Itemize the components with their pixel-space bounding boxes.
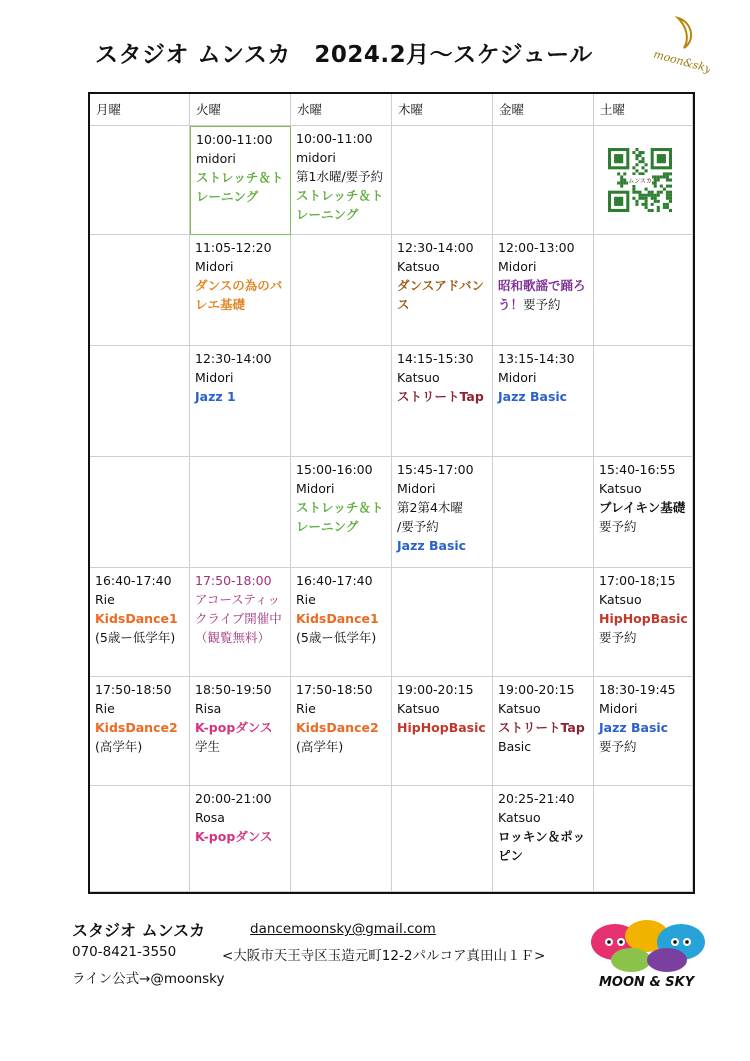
slot-saturday-1 xyxy=(594,126,693,235)
day-header-friday: 金曜 xyxy=(493,94,594,126)
slot-text: Rie xyxy=(95,701,115,716)
slot-tuesday-1 xyxy=(190,126,291,235)
logo-text: moon&sky xyxy=(652,47,710,76)
class-name: K-popダンス xyxy=(195,829,273,844)
slot-friday-6 xyxy=(493,677,594,786)
class-name: HipHopBasic xyxy=(599,611,688,626)
slot-text: Katsuo xyxy=(397,259,440,274)
slot-text: Rie xyxy=(296,592,316,607)
slot-saturday-2 xyxy=(594,235,693,346)
slot-text: 第1水曜/要予約 xyxy=(296,169,384,184)
class-name: 昭和歌謡で踊ろう！要予約 xyxy=(498,278,586,312)
slot-text: (5歳ー低学年) xyxy=(296,630,377,645)
time-range: 19:00-20:15 xyxy=(498,682,575,697)
slot-text: Katsuo xyxy=(397,701,440,716)
slot-tuesday-7 xyxy=(190,786,291,892)
slot-text: アコースティックライブ開催中 xyxy=(195,592,282,626)
slot-text: Midori xyxy=(195,370,234,385)
slot-text: Katsuo xyxy=(498,701,541,716)
slot-wednesday-2 xyxy=(291,235,392,346)
time-range: 16:40-17:40 xyxy=(95,573,172,588)
slot-saturday-5 xyxy=(594,568,693,677)
class-name: ストレッチ＆トレーニング xyxy=(196,170,284,204)
slot-text: Katsuo xyxy=(599,592,642,607)
slot-saturday-6 xyxy=(594,677,693,786)
time-range: 12:30-14:00 xyxy=(397,240,474,255)
class-name: ストレッチ＆トレーニング xyxy=(296,500,384,534)
slot-tuesday-4 xyxy=(190,457,291,568)
slot-wednesday-5 xyxy=(291,568,392,677)
time-range: 15:45-17:00 xyxy=(397,462,474,477)
slot-text: 要予約 xyxy=(599,519,637,534)
slot-monday-5 xyxy=(90,568,190,677)
class-name: ストリートTap xyxy=(397,389,484,404)
slot-friday-4 xyxy=(493,457,594,568)
slot-text: (5歳ー低学年) xyxy=(95,630,176,645)
slot-friday-3 xyxy=(493,346,594,457)
slot-friday-7 xyxy=(493,786,594,892)
slot-text: 要予約 xyxy=(599,739,637,754)
slot-monday-4 xyxy=(90,457,190,568)
time-range: 17:50-18:00 xyxy=(195,573,272,588)
time-range: 17:50-18:50 xyxy=(95,682,172,697)
time-range: 13:15-14:30 xyxy=(498,351,575,366)
slot-text: Rie xyxy=(296,701,316,716)
slot-text: Katsuo xyxy=(498,810,541,825)
slot-tuesday-6 xyxy=(190,677,291,786)
class-name: ダンスアドバンス xyxy=(397,278,485,312)
slot-text: 要予約 xyxy=(599,630,637,645)
address: <大阪市天王寺区玉造元町12-2パルコア真田山１Ｆ> xyxy=(222,948,546,964)
time-range: 12:30-14:00 xyxy=(195,351,272,366)
line-account: ライン公式→@moonsky xyxy=(72,971,225,987)
slot-friday-5 xyxy=(493,568,594,677)
day-header-wednesday: 水曜 xyxy=(291,94,392,126)
qr-code-icon[interactable] xyxy=(608,148,672,212)
day-header-monday: 月曜 xyxy=(90,94,190,126)
class-name: Jazz Basic xyxy=(397,538,467,553)
class-name: Jazz 1 xyxy=(195,389,236,404)
slot-text: 学生 xyxy=(195,739,221,754)
slot-text: （観覧無料） xyxy=(195,630,271,645)
class-name: KidsDance1 xyxy=(296,611,379,626)
class-name: Jazz Basic xyxy=(599,720,669,735)
slot-saturday-7 xyxy=(594,786,693,892)
moon-sky-logo xyxy=(585,912,715,992)
slot-thursday-4 xyxy=(392,457,493,568)
time-range: 17:50-18:50 xyxy=(296,682,373,697)
slot-monday-7 xyxy=(90,786,190,892)
slot-tuesday-5 xyxy=(190,568,291,677)
time-range: 14:15-15:30 xyxy=(397,351,474,366)
slot-text: Midori xyxy=(498,370,537,385)
day-header-saturday: 土曜 xyxy=(594,94,693,126)
slot-text: Midori xyxy=(195,259,234,274)
qr-label: ムンスカ xyxy=(628,178,652,185)
logo-bottom-text: MOON & SKY xyxy=(599,975,695,990)
slot-monday-1 xyxy=(90,126,190,235)
time-range: 10:00-11:00 xyxy=(296,131,373,146)
slot-text: Rie xyxy=(95,592,115,607)
time-range: 17:00-18;15 xyxy=(599,573,676,588)
class-name: KidsDance1 xyxy=(95,611,178,626)
class-name: KidsDance2 xyxy=(296,720,379,735)
page-title: スタジオ ムンスカ 2024.2月～スケジュール xyxy=(95,42,593,68)
slot-saturday-4 xyxy=(594,457,693,568)
slot-thursday-6 xyxy=(392,677,493,786)
slot-thursday-2 xyxy=(392,235,493,346)
class-name: ロッキン＆ポッピン xyxy=(498,829,586,863)
time-range: 18:30-19:45 xyxy=(599,682,676,697)
slot-text: midori xyxy=(196,151,236,166)
time-range: 11:05-12:20 xyxy=(195,240,272,255)
class-name: K-popダンス xyxy=(195,720,273,735)
class-name: ブレイキン基礎 xyxy=(599,500,686,515)
slot-thursday-7 xyxy=(392,786,493,892)
time-range: 12:00-13:00 xyxy=(498,240,575,255)
class-name: KidsDance2 xyxy=(95,720,178,735)
time-range: 15:00-16:00 xyxy=(296,462,373,477)
time-range: 15:40-16:55 xyxy=(599,462,676,477)
slot-friday-1 xyxy=(493,126,594,235)
slot-wednesday-1 xyxy=(291,126,392,235)
time-range: 19:00-20:15 xyxy=(397,682,474,697)
slot-monday-3 xyxy=(90,346,190,457)
class-name: ストリートTap xyxy=(498,720,585,735)
slot-thursday-1 xyxy=(392,126,493,235)
moon-logo xyxy=(648,14,710,84)
slot-wednesday-7 xyxy=(291,786,392,892)
phone-number: 070-8421-3550 xyxy=(72,944,177,960)
slot-monday-2 xyxy=(90,235,190,346)
slot-text: midori xyxy=(296,150,336,165)
slot-text: Midori xyxy=(296,481,335,496)
time-range: 18:50-19:50 xyxy=(195,682,272,697)
slot-text: 第2第4木曜 xyxy=(397,500,463,515)
slot-wednesday-6 xyxy=(291,677,392,786)
time-range: 20:00-21:00 xyxy=(195,791,272,806)
slot-monday-6 xyxy=(90,677,190,786)
slot-tuesday-3 xyxy=(190,346,291,457)
slot-thursday-5 xyxy=(392,568,493,677)
studio-name: スタジオ ムンスカ xyxy=(72,921,206,940)
class-name: ストレッチ＆トレーニング xyxy=(296,188,384,222)
slot-tuesday-2 xyxy=(190,235,291,346)
slot-text: (高学年) xyxy=(296,739,344,754)
slot-wednesday-4 xyxy=(291,457,392,568)
slot-text: Katsuo xyxy=(397,370,440,385)
class-name: HipHopBasic xyxy=(397,720,486,735)
slot-saturday-3 xyxy=(594,346,693,457)
day-header-thursday: 木曜 xyxy=(392,94,493,126)
time-range: 20:25-21:40 xyxy=(498,791,575,806)
slot-text: (高学年) xyxy=(95,739,143,754)
slot-text: Rosa xyxy=(195,810,225,825)
class-name: Jazz Basic xyxy=(498,389,568,404)
slot-text: Midori xyxy=(397,481,436,496)
slot-text: Midori xyxy=(498,259,537,274)
slot-text: Katsuo xyxy=(599,481,642,496)
slot-wednesday-3 xyxy=(291,346,392,457)
slot-friday-2 xyxy=(493,235,594,346)
email-link[interactable]: dancemoonsky@gmail.com xyxy=(250,921,436,937)
schedule-table xyxy=(88,92,695,894)
reservation-note: 要予約 xyxy=(523,297,561,312)
slot-text: Midori xyxy=(599,701,638,716)
day-header-tuesday: 火曜 xyxy=(190,94,291,126)
slot-text: /要予約 xyxy=(397,519,439,534)
class-name: ダンスの為のバレエ基礎 xyxy=(195,278,283,312)
time-range: 16:40-17:40 xyxy=(296,573,373,588)
slot-thursday-3 xyxy=(392,346,493,457)
slot-text: Basic xyxy=(498,739,532,754)
time-range: 10:00-11:00 xyxy=(196,132,273,147)
slot-text: Risa xyxy=(195,701,222,716)
